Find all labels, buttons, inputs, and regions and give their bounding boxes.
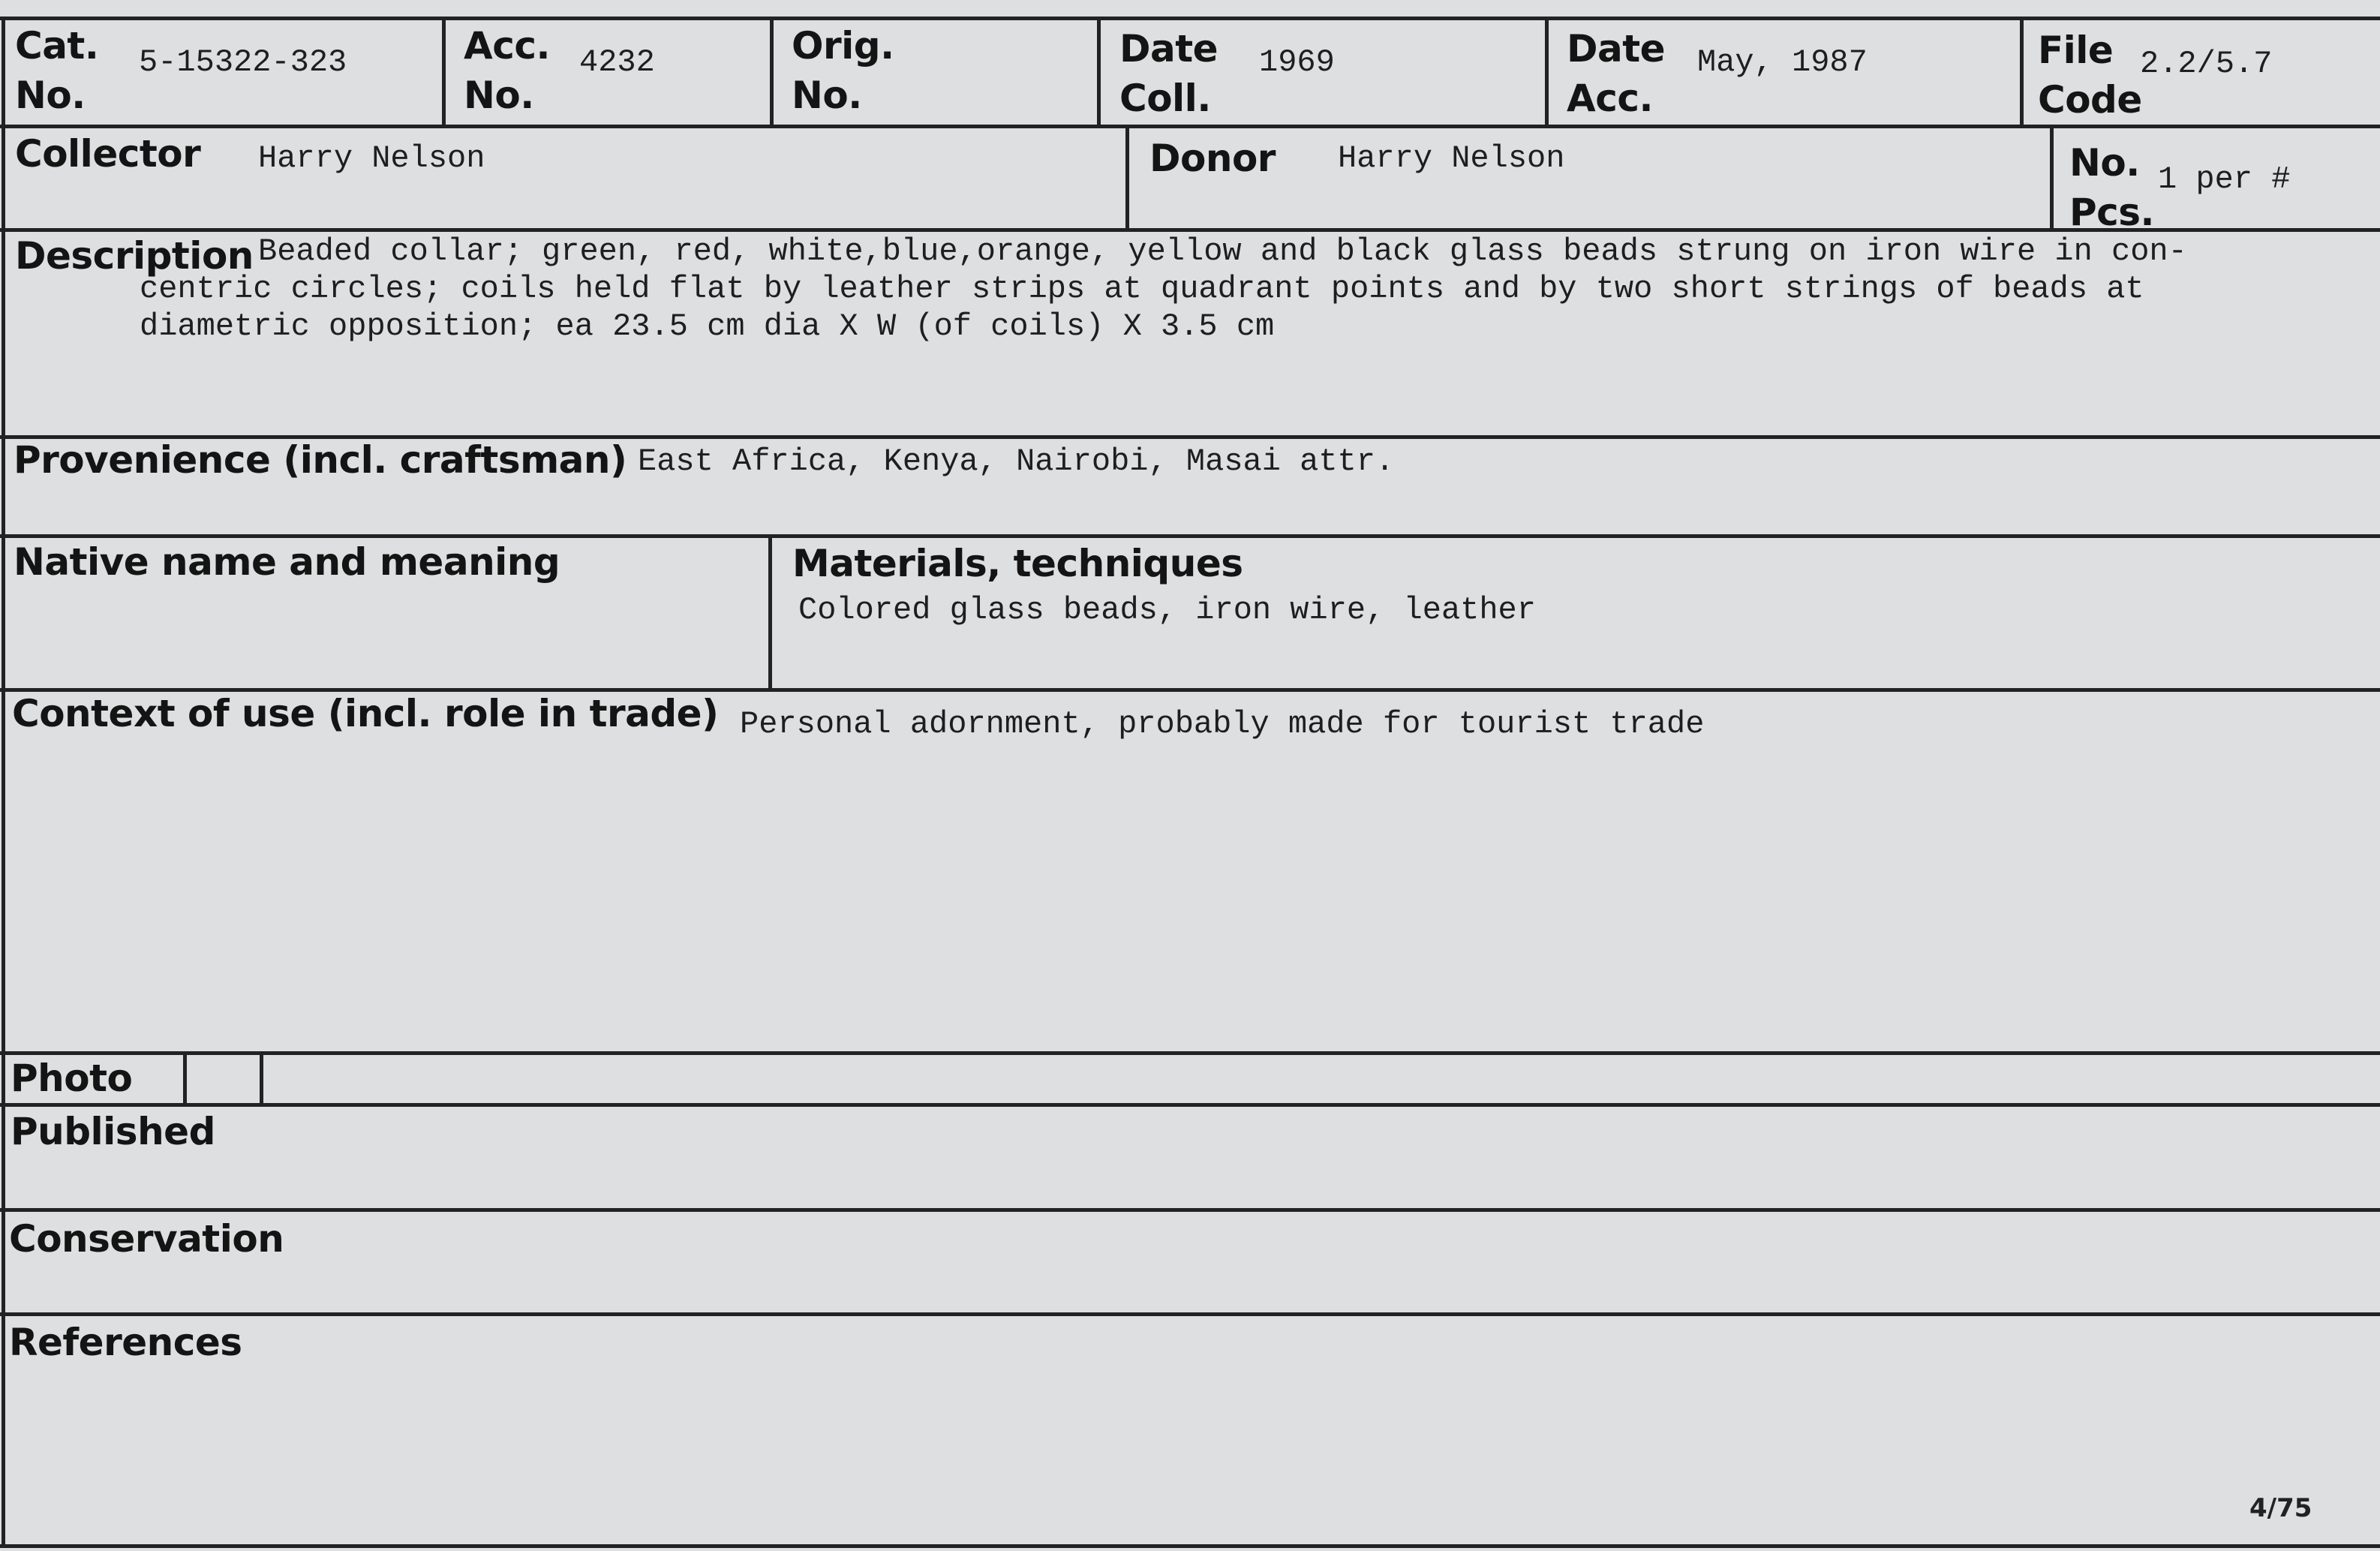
rule (0, 1051, 2380, 1055)
cat-no-label: Cat. No. (15, 24, 99, 117)
rule (0, 1208, 2380, 1212)
rule (770, 17, 774, 126)
rule (0, 228, 2380, 232)
file-code-label: File Code (2038, 29, 2142, 122)
description-line-3: diametric opposition; ea 23.5 cm dia X W (of coils) X 3.5 cm (140, 308, 1275, 344)
materials-value: Colored glass beads, iron wire, leather (798, 592, 1536, 628)
date-acc-label: Date Acc. (1567, 27, 1666, 120)
rule (1097, 17, 1101, 126)
photo-label: Photo (11, 1057, 133, 1100)
description-line-1: Beaded collar; green, red, white,blue,orange, yellow and black glass beads strung on iron wire in con- (258, 233, 2187, 269)
rule (0, 1312, 2380, 1316)
context-label: Context of use (incl. role in trade) (12, 692, 719, 735)
rule (2020, 17, 2024, 126)
cat-no-value: 5-15322-323 (139, 44, 347, 80)
date-coll-value: 1969 (1259, 44, 1335, 80)
rule (1125, 125, 1129, 230)
rule (260, 1051, 263, 1105)
provenience-value: East Africa, Kenya, Nairobi, Masai attr. (638, 443, 1395, 479)
donor-value: Harry Nelson (1338, 140, 1565, 176)
rule (0, 1103, 2380, 1107)
collector-label: Collector (15, 132, 201, 176)
conservation-label: Conservation (9, 1217, 284, 1261)
rule (442, 17, 446, 126)
context-value: Personal adornment, probably made for tourist trade (740, 706, 1705, 742)
donor-label: Donor (1149, 137, 1276, 180)
published-label: Published (11, 1110, 215, 1153)
footer-note: 4/75 (2249, 1493, 2312, 1523)
native-name-label: Native name and meaning (14, 540, 560, 584)
acc-no-value: 4232 (579, 44, 655, 80)
rule (183, 1051, 187, 1105)
orig-no-label: Orig. No. (792, 24, 894, 117)
provenience-label: Provenience (incl. craftsman) (14, 438, 627, 482)
rule-bottom (0, 1544, 2380, 1548)
materials-label: Materials, techniques (792, 542, 1243, 585)
rule (2050, 125, 2054, 230)
collector-value: Harry Nelson (258, 140, 485, 176)
description-label: Description (15, 234, 254, 278)
no-pcs-label: No. Pcs. (2069, 141, 2155, 234)
rule-left (2, 17, 5, 1547)
acc-no-label: Acc. No. (464, 24, 550, 117)
file-code-value: 2.2/5.7 (2140, 46, 2273, 82)
description-line-2: centric circles; coils held flat by leather strips at quadrant points and by two short strings of beads at (140, 271, 2144, 307)
no-pcs-value: 1 per # (2158, 161, 2291, 197)
references-label: References (9, 1321, 242, 1364)
rule (1545, 17, 1549, 126)
rule (768, 534, 772, 690)
date-acc-value: May, 1987 (1697, 44, 1868, 80)
date-coll-label: Date Coll. (1119, 27, 1219, 120)
